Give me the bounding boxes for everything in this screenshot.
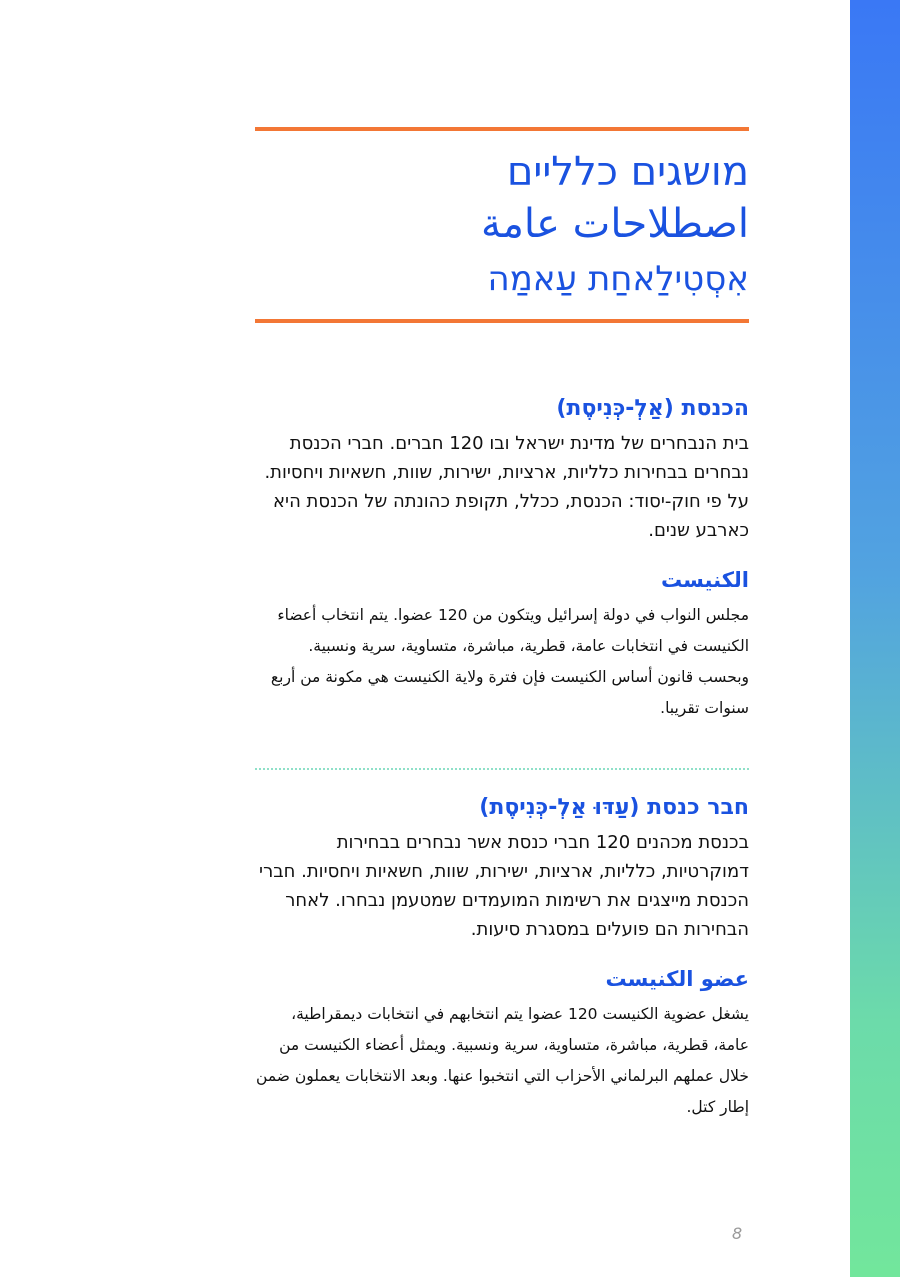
title-top-rule bbox=[255, 127, 749, 131]
section-separator bbox=[255, 768, 749, 770]
term-entry-knesset-member bbox=[255, 792, 749, 944]
term-heading-arabic: عضو الكنيست bbox=[605, 967, 749, 991]
term-definition-hebrew: בכנסת מכהנים 120 חברי כנסת אשר נבחרים בבחירות דמוקרטיות, כלליות, ארציות, ישירות, שוות, חשאיות ויחסיות. חברי הכנסת מייצגים את רשימות המועמדים שמטעמן נבחרו. לאחר הבחירות הם פועלים במסגרת סיעות. bbox=[259, 832, 749, 940]
term-definition-arabic: يشغل عضوية الكنيست 120 عضوا يتم انتخابهم في انتخابات ديمقراطية، عامة، قطرية، مباشرة، متساوية، سرية ونسبية. ويمثل أعضاء الكنيست من خلال عملهم البرلماني الأحزاب التي انتخبوا عنها. وبعد الانتخابات يعملون ضمن إطار كتل. bbox=[256, 1005, 749, 1116]
page-title bbox=[255, 146, 749, 308]
side-gradient-bar bbox=[850, 0, 900, 1277]
term-entry-knesset bbox=[255, 393, 749, 545]
title-transliteration: אִסְטִילַאחַת עַאמַה bbox=[487, 259, 749, 299]
term-definition-hebrew: בית הנבחרים של מדינת ישראל ובו 120 חברים. חברי הכנסת נבחרים בבחירות כלליות, ארציות, ישירות, שוות, חשאיות ויחסיות. על פי חוק-יסוד: הכנסת, ככלל, תקופת כהונתה של הכנסת היא כארבע שנים. bbox=[264, 433, 749, 541]
term-entry-knesset-member-arabic bbox=[255, 963, 749, 1123]
term-entry-knesset-arabic bbox=[255, 564, 749, 724]
term-heading: הכנסת (אַלְ-כְּנִיסֶת) bbox=[556, 396, 749, 421]
term-heading-arabic: الكنيست bbox=[660, 568, 749, 592]
title-arabic: اصطلاحات عامة bbox=[481, 201, 749, 247]
term-definition-arabic: مجلس النواب في دولة إسرائيل ويتكون من 120 عضوا. يتم انتخاب أعضاء الكنيست في انتخابات عامة، قطرية، مباشرة، متساوية، سرية ونسبية. وبحسب قانون أساس الكنيست فإن فترة ولاية الكنيست هي مكونة من أربع سنوات تقريبا. bbox=[270, 606, 749, 717]
term-heading: חבר כנסת (עַדּוּ אַלְ-כְּנִיסֶת) bbox=[479, 795, 749, 820]
title-hebrew: מושגים כלליים bbox=[506, 149, 749, 195]
page-number: 8 bbox=[732, 1224, 743, 1243]
title-bottom-rule bbox=[255, 319, 749, 323]
